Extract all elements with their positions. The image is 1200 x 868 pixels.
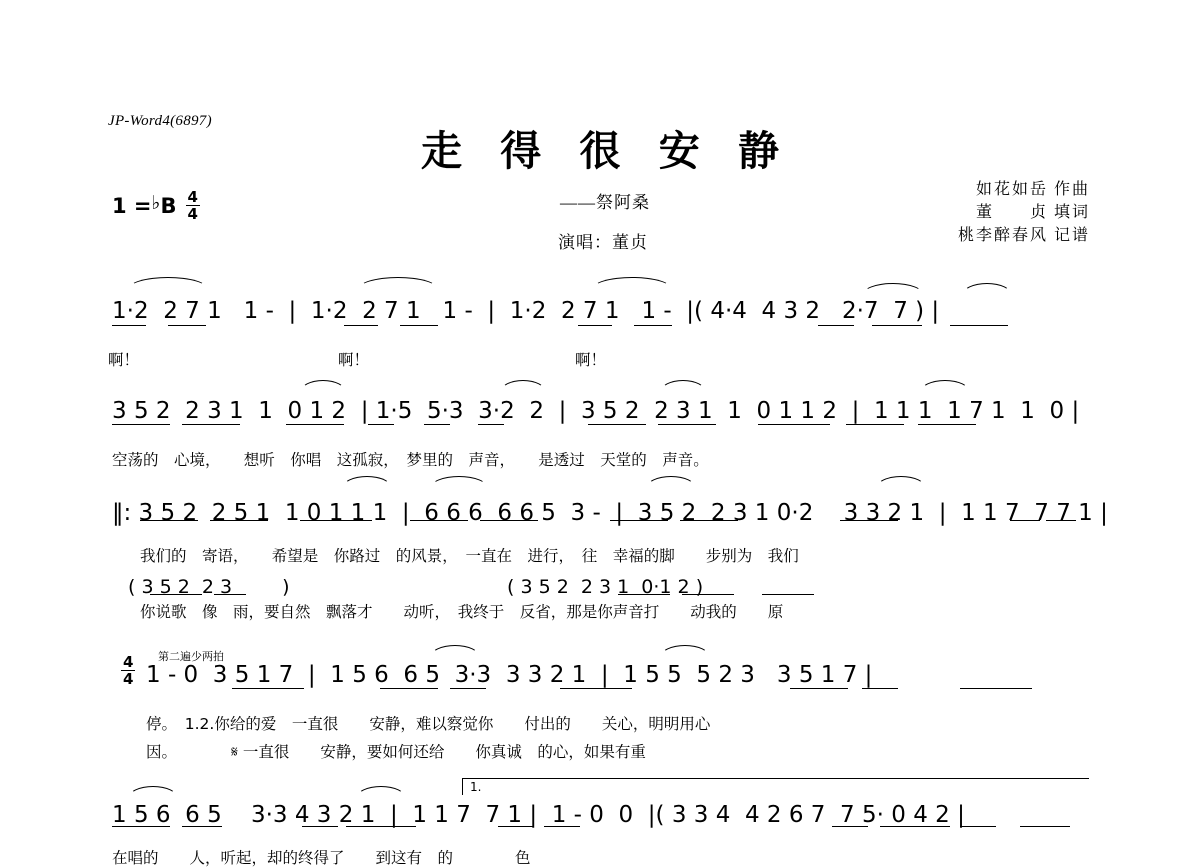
time-signature — [186, 190, 200, 221]
beam-line — [480, 520, 538, 521]
slur-icon — [430, 476, 488, 488]
key-signature — [112, 190, 200, 221]
beam-line — [424, 424, 450, 425]
key-letter: B — [160, 193, 177, 218]
beam-line — [918, 424, 976, 425]
beam-line — [818, 325, 854, 326]
document-code: JP-Word4(6897) — [108, 113, 212, 129]
credit-transcriber: 桃李醉春风 记谱 — [957, 227, 1090, 244]
lyric-fragment: 啊！ — [575, 351, 607, 369]
subtitle: ——祭阿桑 — [560, 193, 650, 212]
beam-line — [112, 325, 146, 326]
slur-icon — [660, 645, 710, 657]
slur-icon — [920, 380, 970, 392]
lyric-fragment: 啊！ — [108, 351, 140, 369]
beam-line — [618, 594, 670, 595]
time-signature-system-4 — [112, 655, 135, 686]
beam-line — [588, 424, 646, 425]
beam-line — [960, 688, 1032, 689]
lyric-line-verse1: 停。 1.2.你给的爱 一直很 安静，难以察觉你 付出的 关心，明明用心 — [146, 715, 711, 733]
beam-line — [832, 826, 868, 827]
credit-lyricist: 董 贞 填词 — [975, 204, 1090, 221]
system-4-notes: 1 - 0 3 5 1 7 | 1 5 6 6 5 3·3 3 3 2 1 | 1 5 5 5 2 3 3 5 1 7 | — [146, 662, 873, 688]
beam-line — [450, 688, 486, 689]
credit-composer: 如花如岳 作曲 — [975, 181, 1090, 198]
beam-line — [300, 520, 372, 521]
system-3-notes: ‖: 3 5 2 2 5 1 1 0 1 1 1 | 6 6 6 6 6 5 3 - | 3 5 2 2 3 1 0·2 3 3 2 1 | 1 1 7 7 7 1 | — [112, 500, 1108, 526]
flat-icon: ♭ — [151, 191, 161, 214]
beam-line — [578, 325, 612, 326]
performance-note: 第二遍少两拍 — [158, 650, 224, 663]
beam-line — [658, 424, 716, 425]
beam-line — [872, 325, 922, 326]
slur-icon — [862, 283, 924, 295]
beam-line — [680, 520, 738, 521]
beam-line — [182, 424, 240, 425]
lyric-line: 在唱的 人，听起，却的终得了 到这有 的 色 — [112, 849, 531, 867]
beam-line — [1020, 826, 1070, 827]
beam-line — [544, 826, 580, 827]
slur-icon — [358, 277, 438, 289]
time-signature-numerator: 4 — [123, 653, 134, 671]
beam-line — [560, 688, 632, 689]
beam-line — [790, 688, 848, 689]
beam-line — [410, 520, 468, 521]
time-signature-denominator: 4 — [123, 670, 134, 688]
slur-icon — [500, 380, 546, 392]
beam-line — [380, 688, 438, 689]
beam-line — [610, 520, 668, 521]
beam-line — [960, 826, 996, 827]
beam-line — [286, 424, 344, 425]
beam-line — [846, 424, 904, 425]
beam-line — [346, 826, 416, 827]
page-title: 走 得 很 安 静 — [420, 127, 792, 175]
beam-line — [400, 325, 438, 326]
beam-line — [682, 594, 734, 595]
key-label: 1 = — [112, 193, 152, 218]
beam-line — [344, 325, 378, 326]
first-ending-label: 1. — [470, 780, 482, 794]
beam-line — [302, 826, 338, 827]
beam-line — [112, 826, 170, 827]
beam-line — [140, 520, 198, 521]
slur-icon — [646, 476, 696, 488]
beam-line — [210, 520, 268, 521]
lyric-line: 我们的 寄语， 希望是 你路过 的风景， 一直在 进行， 往 幸福的脚 步别为 我们 — [140, 547, 799, 565]
system-3-ossia-notes: ( 3 5 2 2 3 ) ( 3 5 2 2 3 1 0·1 2 ) — [128, 576, 704, 598]
system-1-notes: 1·2 2 7 1 1 - | 1·2 2 7 1 1 - | 1·2 2 7 1 1 - |( 4·4 4 3 2 2·7 7 ) | — [112, 298, 940, 324]
slur-icon — [342, 476, 392, 488]
beam-line — [1046, 520, 1076, 521]
lyric-fragment: 啊！ — [338, 351, 370, 369]
slur-icon — [300, 380, 346, 392]
beam-line — [880, 826, 950, 827]
slur-icon — [660, 380, 706, 392]
beam-line — [182, 826, 222, 827]
time-signature — [121, 655, 135, 686]
beam-line — [112, 424, 170, 425]
beam-line — [232, 688, 304, 689]
beam-line — [150, 594, 202, 595]
beam-line — [840, 520, 898, 521]
slur-icon — [128, 786, 178, 798]
lyric-line: 空荡的 心境， 想听 你唱 这孤寂， 梦里的 声音， 是透过 天堂的 声音。 — [112, 451, 709, 469]
beam-line — [950, 325, 1008, 326]
time-signature-numerator: 4 — [187, 188, 198, 206]
lyric-line-alt: 你说歌 像 雨，要自然 飘落才 动听， 我终于 反省，那是你声音打 动我的 原 — [140, 603, 784, 621]
beam-line — [1010, 520, 1040, 521]
slur-icon — [962, 283, 1012, 295]
beam-line — [862, 688, 898, 689]
beam-line — [368, 424, 394, 425]
lyric-line-verse2: 因。 𝄋 一直很 安静，要如何还给 你真诚 的心，如果有重 — [146, 743, 646, 761]
beam-line — [634, 325, 672, 326]
credits-block — [958, 178, 1090, 247]
first-ending-bracket — [462, 778, 1089, 795]
slur-icon — [128, 277, 208, 289]
beam-line — [758, 424, 830, 425]
slur-icon — [430, 645, 480, 657]
beam-line — [478, 424, 504, 425]
slur-icon — [592, 277, 672, 289]
beam-line — [498, 826, 534, 827]
slur-icon — [356, 786, 406, 798]
beam-line — [762, 594, 814, 595]
slur-icon — [876, 476, 926, 488]
singer-credit: 演唱：董贞 — [558, 233, 648, 252]
beam-line — [168, 325, 206, 326]
beam-line — [214, 594, 246, 595]
system-5-notes: 1 5 6 6 5 3·3 4 3 2 1 | 1 1 7 7 1 | 1 - 0 0 |( 3 3 4 4 2 6 7 7 5· 0 4 2 | — [112, 802, 965, 828]
time-signature-denominator: 4 — [187, 205, 198, 223]
system-2-notes: 3 5 2 2 3 1 1 0 1 2 | 1·5 5·3 3·2 2 | 3 5 2 2 3 1 1 0 1 1 2 | 1 1 1 1 7 1 1 0 | — [112, 398, 1080, 424]
